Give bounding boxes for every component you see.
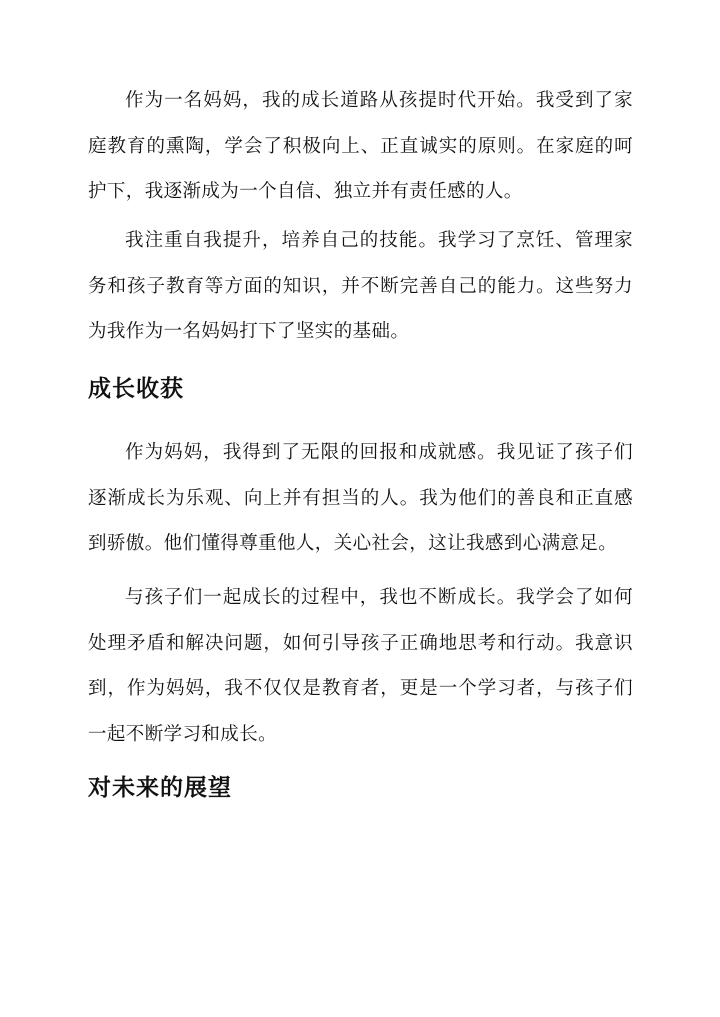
paragraph-rewards: 作为妈妈，我得到了无限的回报和成就感。我见证了孩子们逐渐成长为乐观、向上并有担当的人。我为他们的善良和正直感到骄傲。他们懂得尊重他人，关心社会，这让我感到心满意足。 (88, 442, 633, 554)
paragraph-self-improvement: 我注重自我提升，培养自己的技能。我学习了烹饪、管理家务和孩子教育等方面的知识，并不断完善自己的能力。这些努力为我作为一名妈妈打下了坚实的基础。 (88, 230, 633, 342)
paragraph-childhood: 作为一名妈妈，我的成长道路从孩提时代开始。我受到了家庭教育的熏陶，学会了积极向上、正直诚实的原则。在家庭的呵护下，我逐渐成为一个自信、独立并有责任感的人。 (88, 90, 633, 202)
paragraph-growing-together: 与孩子们一起成长的过程中，我也不断成长。我学会了如何处理矛盾和解决问题，如何引导孩子正确地思考和行动。我意识到，作为妈妈，我不仅仅是教育者，更是一个学习者，与孩子们一起不断学习和成长。 (88, 587, 633, 745)
heading-growth-gains: 成长收获 (88, 375, 184, 402)
heading-future-outlook: 对未来的展望 (88, 774, 232, 801)
